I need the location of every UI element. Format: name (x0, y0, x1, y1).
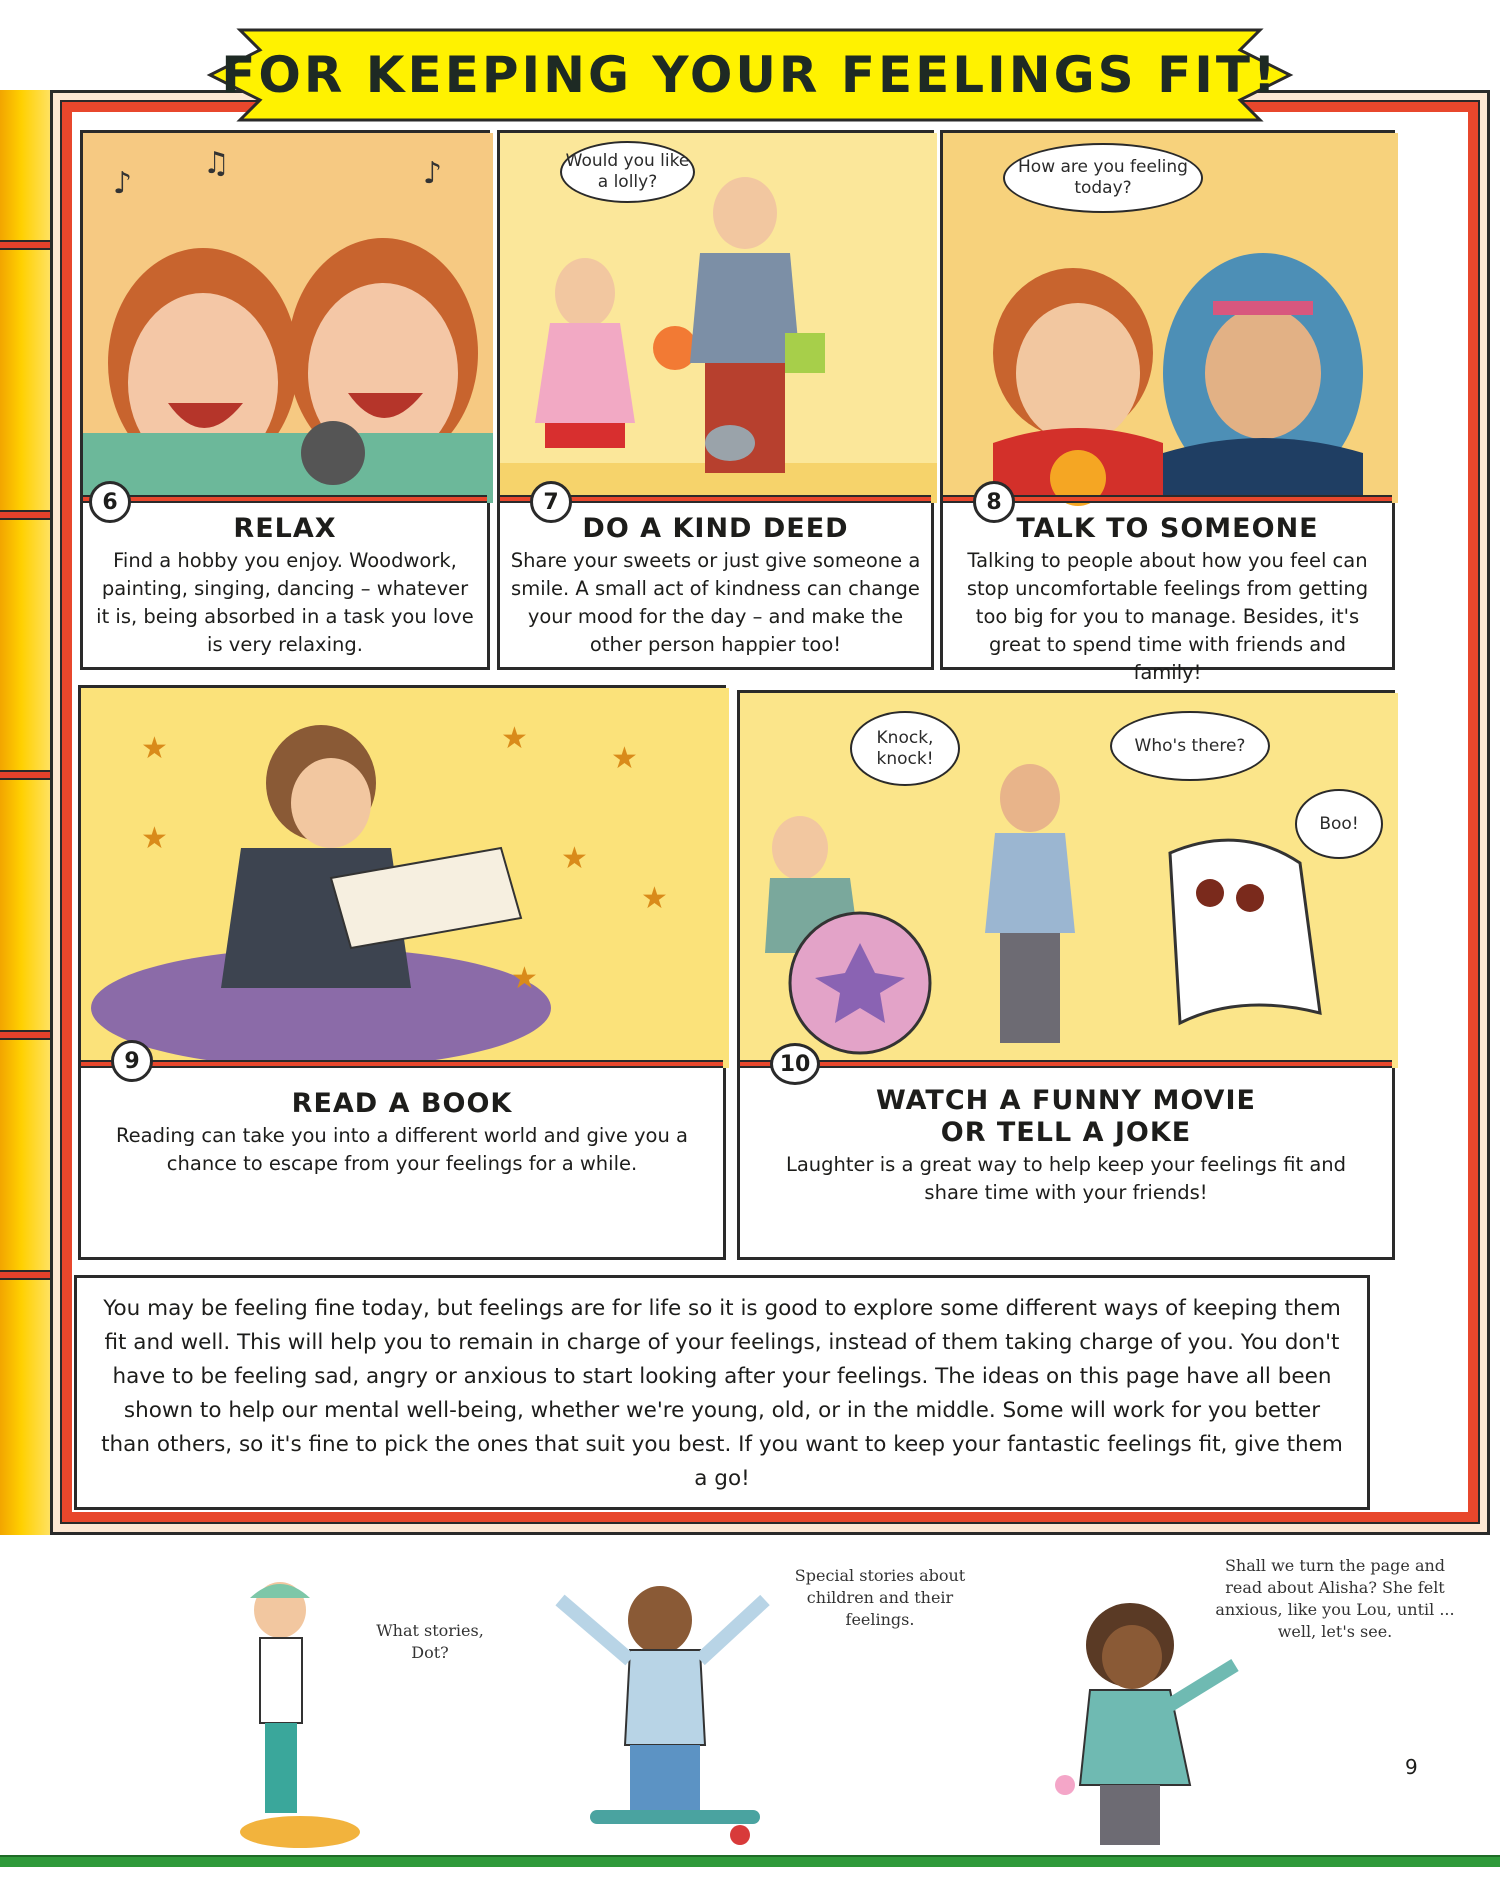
page-title: FOR KEEPING YOUR FEELINGS FIT! (221, 46, 1279, 104)
panel-number: 10 (770, 1043, 820, 1085)
shelf-divider (0, 770, 56, 780)
svg-text:★: ★ (611, 741, 638, 776)
panel-text: Laughter is a great way to help keep your feelings fit and share time with your friends! (785, 1153, 1347, 1204)
panel-number: 9 (111, 1040, 153, 1082)
svg-text:♪: ♪ (423, 156, 443, 191)
skateboard-boy-illustration (540, 1560, 820, 1860)
panel-illustration (740, 693, 1392, 1068)
panel-title: DO A KIND DEED (582, 513, 849, 544)
boy-with-dog-illustration (210, 1570, 410, 1860)
panel-read (78, 685, 726, 1260)
title-banner (200, 20, 1300, 130)
page-number: 9 (1405, 1755, 1418, 1779)
grass-strip (0, 1855, 1500, 1867)
svg-text:♪: ♪ (113, 166, 133, 201)
panel-illustration (83, 133, 487, 503)
speech-text: What stories, Dot? (376, 1621, 484, 1662)
panel-funny-movie (737, 690, 1395, 1260)
panel-text: Reading can take you into a different world and give you a chance to escape from your feelings for a while. (116, 1124, 688, 1175)
shelf-divider (0, 240, 56, 250)
svg-text:♫: ♫ (203, 146, 230, 181)
svg-text:★: ★ (141, 731, 168, 766)
speech-bubble: Boo! (1295, 789, 1383, 859)
panel-number: 8 (973, 481, 1015, 523)
panel-divider (83, 495, 487, 503)
panel-divider (740, 1060, 1392, 1068)
shelf-divider (0, 510, 56, 520)
panel-title: RELAX (233, 513, 337, 544)
panel-title: TALK TO SOMEONE (1016, 513, 1319, 544)
panel-text: Share your sweets or just give someone a smile. A small act of kindness can change your mood for the day – and make the other person happier too! (510, 549, 921, 656)
panel-kind-deed (497, 130, 934, 670)
panel-relax (80, 130, 490, 670)
speech-bubble: Who's there? (1110, 711, 1270, 781)
svg-text:★: ★ (561, 841, 588, 876)
panel-number: 6 (89, 481, 131, 523)
svg-text:★: ★ (511, 961, 538, 996)
bookshelf-edge (0, 90, 56, 1535)
shelf-divider (0, 1270, 56, 1280)
speech-text: Special stories about children and their feelings. (794, 1566, 966, 1629)
shelf-divider (0, 1030, 56, 1040)
panel-number: 7 (530, 481, 572, 523)
speech-bubble: Knock, knock! (850, 711, 960, 786)
panel-text: Find a hobby you enjoy. Woodwork, painting, singing, dancing – whatever it is, being absorbed in a task you love is very relaxing. (96, 549, 474, 656)
panel-title: WATCH A FUNNY MOVIE OR TELL A JOKE (876, 1085, 1256, 1148)
speech-text: Shall we turn the page and read about Alisha? She felt anxious, like you Lou, until ... well, let's see. (1215, 1556, 1455, 1641)
svg-text:★: ★ (501, 721, 528, 756)
panel-illustration (81, 688, 723, 1068)
intro-paragraph: You may be feeling fine today, but feelings are for life so it is good to explore some different ways of keeping them fit and well. This will help you to remain in charge of your feelings, instead of them taking charge of you. You don't have to be feeling sad, angry or anxious to start looking after your feelings. The ideas on this page have all been shown to help our mental well-being, whether we're young, old, or in the middle. Some will work for you better than others, so it's fine to pick the ones that suit you best. If you want to keep your fantastic feelings fit, give them a go! (74, 1275, 1370, 1510)
speech-bubble: How are you feeling today? (1003, 143, 1203, 213)
panel-title: READ A BOOK (291, 1088, 513, 1119)
panel-divider (81, 1060, 723, 1068)
speech-bubble: Would you like a lolly? (560, 141, 695, 203)
svg-text:★: ★ (141, 821, 168, 856)
panel-talk (940, 130, 1395, 684)
panel-text: Talking to people about how you feel can stop uncomfortable feelings from getting too big for you to manage. Besides, it's great to spend time with friends and family! (966, 549, 1369, 684)
svg-text:★: ★ (641, 881, 668, 916)
